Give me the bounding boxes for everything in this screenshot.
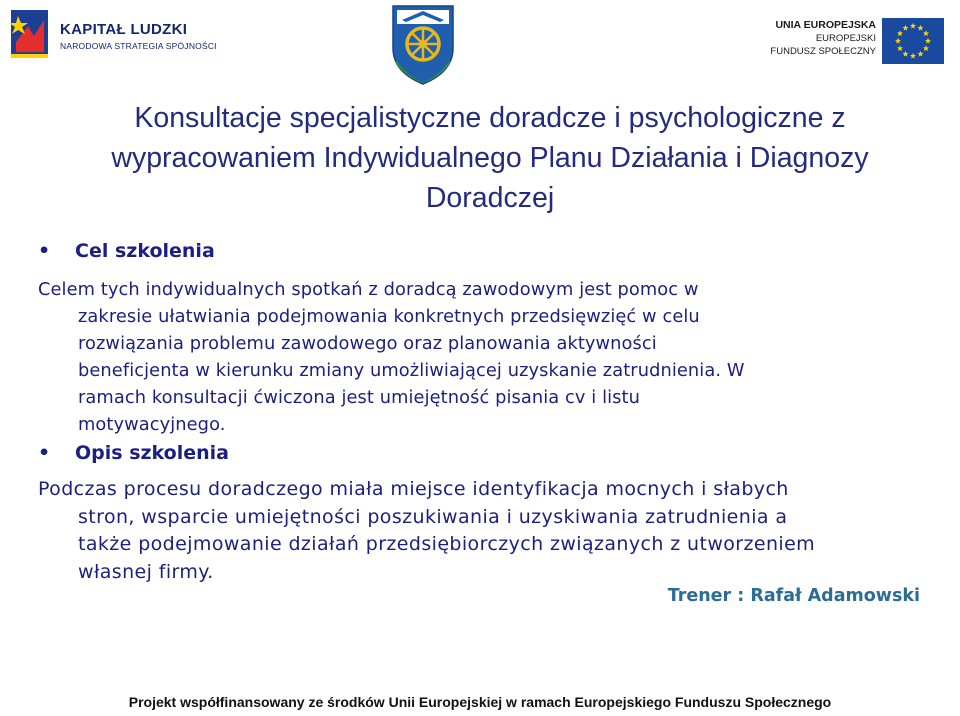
paragraph-line: także podejmowanie działań przedsiębiorczych związanych z utworzeniem xyxy=(78,533,816,555)
title-line-3: Doradczej xyxy=(425,182,555,214)
title-line-2: wypracowaniem Indywidualnego Planu Działania i Diagnozy xyxy=(111,142,869,174)
paragraph-line: Celem tych indywidualnych spotkań z doradcą zawodowym jest pomoc w xyxy=(38,279,699,300)
kapital-ludzki-logo-icon xyxy=(8,6,52,62)
bullet-icon: • xyxy=(38,240,51,262)
eu-line-1: UNIA EUROPEJSKA xyxy=(775,19,876,31)
section-heading-opis xyxy=(38,442,229,464)
paragraph-line: ramach konsultacji ćwiczona jest umiejętność pisania cv i listu xyxy=(78,387,640,408)
section-paragraph-cel xyxy=(38,276,938,438)
paragraph-line: własnej firmy. xyxy=(78,560,214,583)
section-heading-cel xyxy=(38,240,215,262)
footer-note: Projekt współfinansowany ze środków Unii Europejskiej w ramach Europejskiego Funduszu Społecznego xyxy=(128,694,832,710)
title-line-1: Konsultacje specjalistyczne doradcze i psychologiczne z xyxy=(134,102,846,134)
eu-line-2: EUROPEJSKI xyxy=(815,33,876,44)
trainer-name: Trener : Rafał Adamowski xyxy=(667,586,920,606)
paragraph-line: motywacyjnego. xyxy=(78,414,226,435)
kapital-ludzki-title: KAPITAŁ LUDZKI xyxy=(60,21,188,38)
bullet-icon: • xyxy=(38,442,51,464)
page-title xyxy=(60,98,920,218)
section-heading-text: Opis szkolenia xyxy=(75,442,229,464)
paragraph-line: Podczas procesu doradczego miała miejsce identyfikacja mocnych i słabych xyxy=(38,478,789,500)
paragraph-line: rozwiązania problemu zawodowego oraz planowania aktywności xyxy=(78,333,657,354)
eu-line-3: FUNDUSZ SPOŁECZNY xyxy=(770,46,876,57)
kapital-ludzki-logo xyxy=(8,4,217,64)
eu-logo xyxy=(740,14,952,70)
coat-of-arms-icon xyxy=(388,2,458,86)
paragraph-line: stron, wsparcie umiejętności poszukiwania i uzyskiwania zatrudnienia a xyxy=(78,505,788,528)
paragraph-line: beneficjenta w kierunku zmiany umożliwiającej uzyskanie zatrudnienia. W xyxy=(78,360,745,381)
eu-logo-text xyxy=(770,18,876,58)
section-heading-text: Cel szkolenia xyxy=(75,240,215,262)
section-paragraph-opis xyxy=(38,476,938,586)
paragraph-line: zakresie ułatwiania podejmowania konkretnych przedsięwzięć w celu xyxy=(78,306,700,327)
eu-flag-icon xyxy=(882,18,944,64)
kapital-ludzki-subtitle: NARODOWA STRATEGIA SPÓJNOŚCI xyxy=(60,41,217,51)
